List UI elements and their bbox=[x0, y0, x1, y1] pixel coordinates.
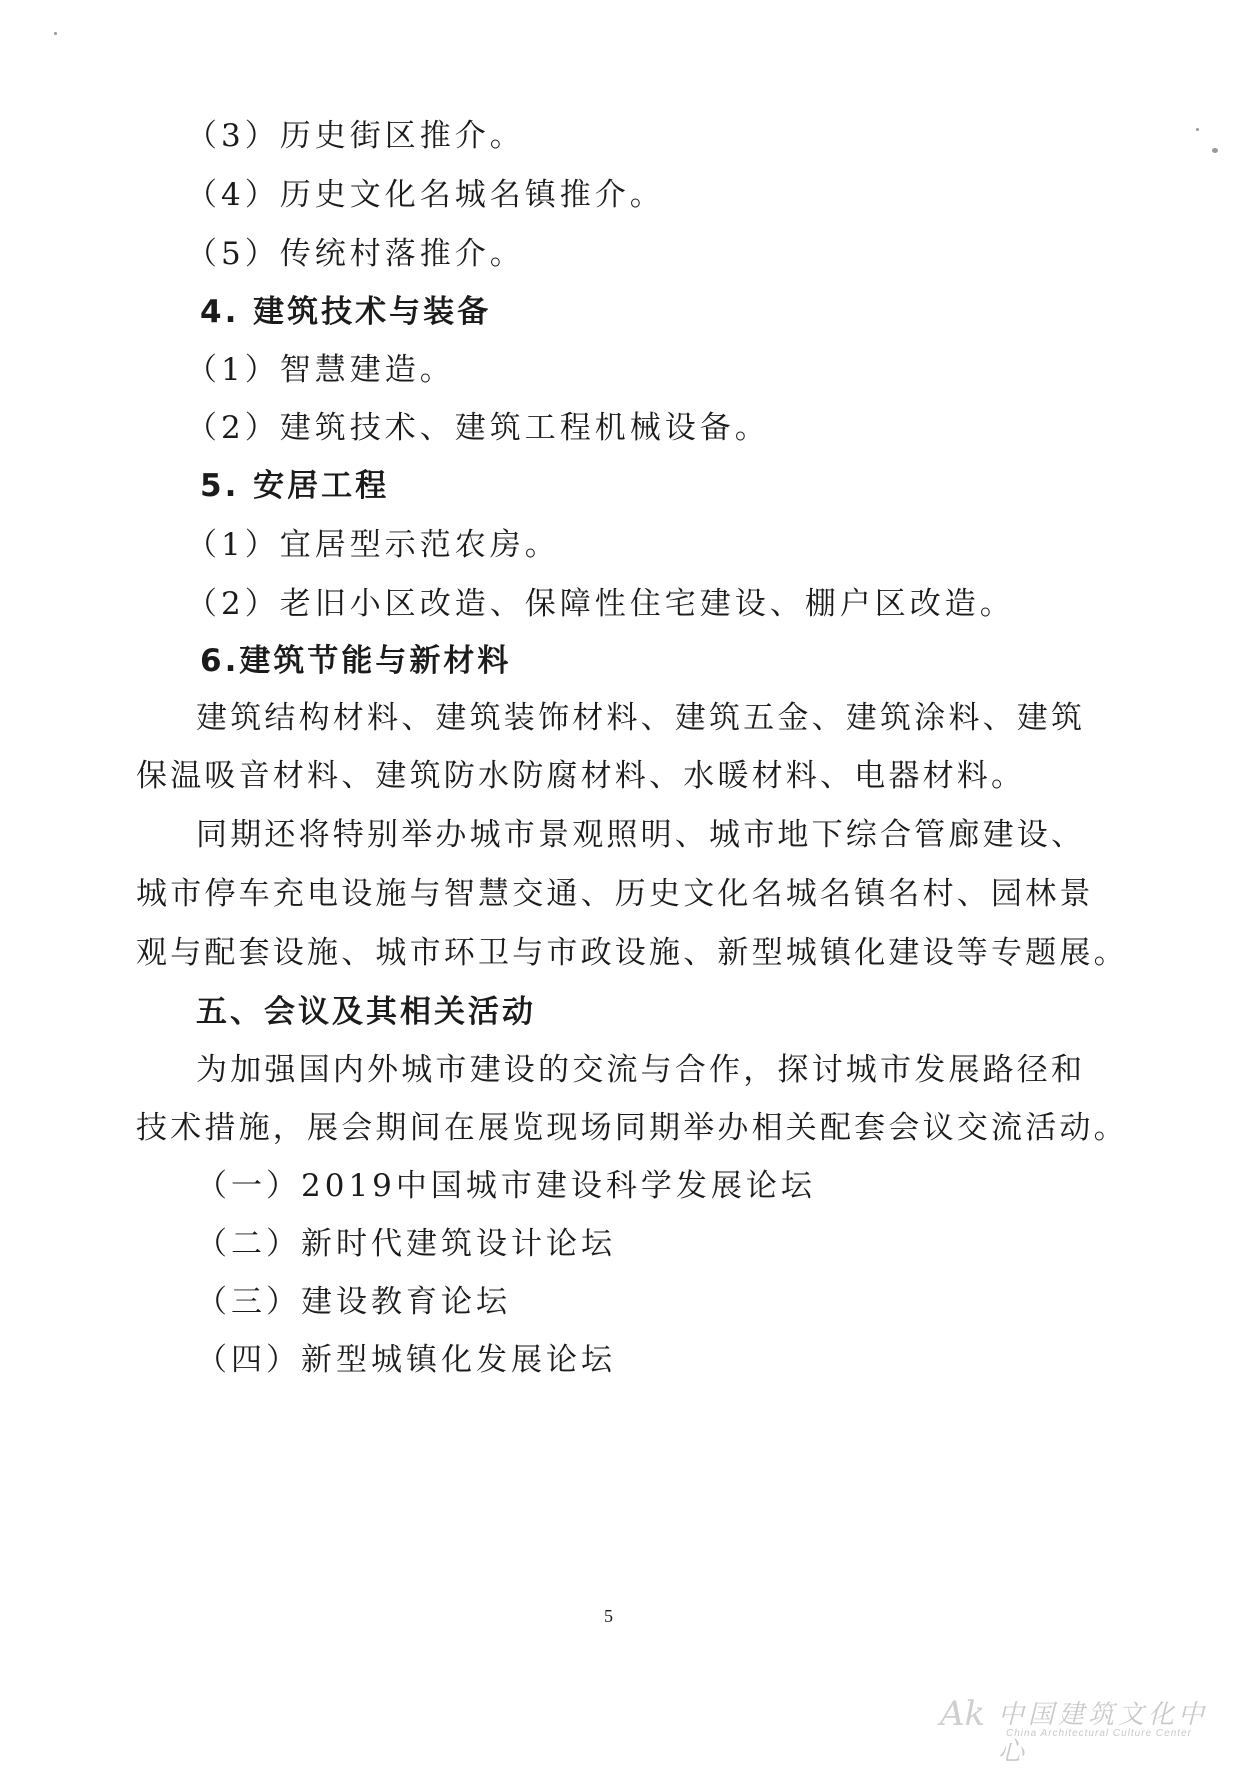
item-5-traditional-villages: （5）传统村落推介。 bbox=[186, 236, 525, 272]
forum-2: （二）新时代建筑设计论坛 bbox=[196, 1226, 616, 1262]
item-1-rural-housing: （1）宜居型示范农房。 bbox=[186, 527, 560, 563]
scan-speck bbox=[54, 32, 57, 35]
item-1-smart-construction: （1）智慧建造。 bbox=[186, 352, 455, 388]
forum-1: （一）2019中国城市建设科学发展论坛 bbox=[196, 1168, 816, 1204]
section-6-heading: 6.建筑节能与新材料 bbox=[200, 643, 512, 679]
watermark bbox=[940, 1690, 1230, 1767]
materials-paragraph-line-1: 建筑结构材料、建筑装饰材料、建筑五金、建筑涂料、建筑 bbox=[196, 700, 1086, 736]
watermark-english-text: China Architectural Culture Center bbox=[1006, 1728, 1192, 1739]
item-2-building-tech: （2）建筑技术、建筑工程机械设备。 bbox=[186, 410, 770, 446]
watermark-chinese-text: 中国建筑文化中心 bbox=[998, 1700, 1209, 1767]
item-2-renovation: （2）老旧小区改造、保障性住宅建设、棚户区改造。 bbox=[186, 586, 1015, 622]
special-exhibits-line-1: 同期还将特别举办城市景观照明、城市地下综合管廊建设、 bbox=[196, 817, 1086, 853]
item-4-historic-cities: （4）历史文化名城名镇推介。 bbox=[186, 177, 665, 213]
section-five-heading: 五、会议及其相关活动 bbox=[196, 994, 536, 1030]
watermark-logo-icon: Ak bbox=[940, 1694, 986, 1734]
special-exhibits-line-3: 观与配套设施、城市环卫与市政设施、新型城镇化建设等专题展。 bbox=[136, 935, 1128, 971]
forum-3: （三）建设教育论坛 bbox=[196, 1284, 511, 1320]
page-number: 5 bbox=[604, 1606, 613, 1626]
section-4-heading: 4. 建筑技术与装备 bbox=[200, 294, 492, 330]
materials-paragraph-line-2: 保温吸音材料、建筑防水防腐材料、水暖材料、电器材料。 bbox=[136, 758, 1026, 794]
section-5-heading: 5. 安居工程 bbox=[200, 468, 390, 504]
scan-speck bbox=[1212, 148, 1218, 153]
forum-4: （四）新型城镇化发展论坛 bbox=[196, 1342, 616, 1378]
special-exhibits-line-2: 城市停车充电设施与智慧交通、历史文化名城名镇名村、园林景 bbox=[136, 876, 1094, 912]
meetings-paragraph-line-1: 为加强国内外城市建设的交流与合作，探讨城市发展路径和 bbox=[196, 1052, 1086, 1088]
scan-speck bbox=[1196, 128, 1199, 131]
item-3-historic-districts: （3）历史街区推介。 bbox=[186, 118, 525, 154]
meetings-paragraph-line-2: 技术措施，展会期间在展览现场同期举办相关配套会议交流活动。 bbox=[136, 1110, 1128, 1146]
